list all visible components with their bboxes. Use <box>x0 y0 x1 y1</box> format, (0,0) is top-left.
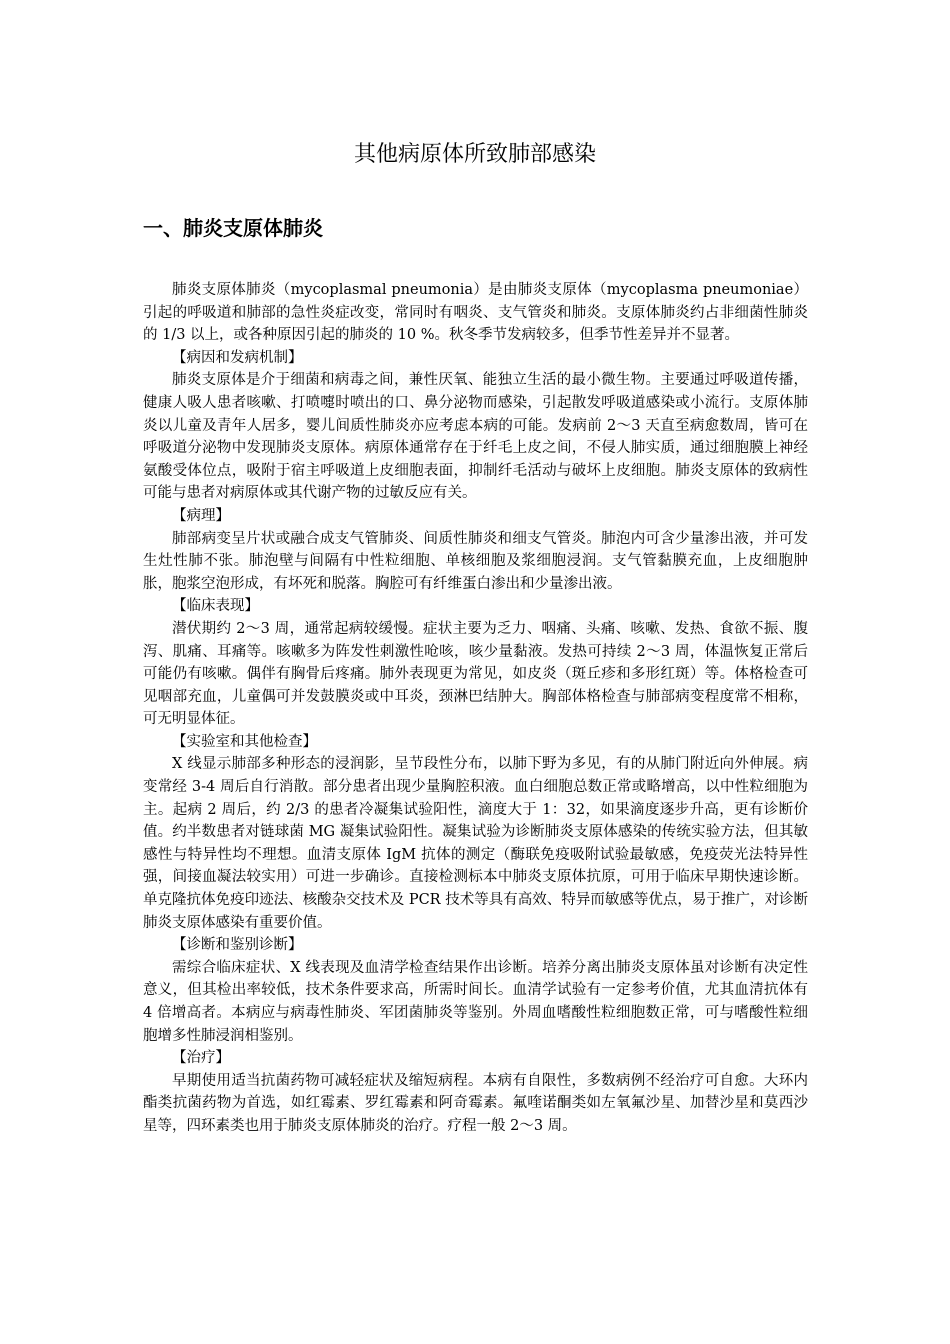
subsection-text-treatment: 早期使用适当抗菌药物可减轻症状及缩短病程。本病有自限性，多数病例不经治疗可自愈。大环内酯类抗菌药物为首选，如红霉素、罗红霉素和阿奇霉素。氟喹诺酮类如左氧氟沙星、加替沙星和莫西沙星等，四环素类也用于肺炎支原体肺炎的治疗。疗程一般 2～3 周。 <box>143 1072 808 1134</box>
subsection-heading-treatment: 【治疗】 <box>172 1050 230 1067</box>
section-heading: 一、肺炎支原体肺炎 <box>143 216 323 240</box>
subsection-heading-clinical: 【临床表现】 <box>172 598 259 615</box>
subsection-heading-etiology: 【病因和发病机制】 <box>172 349 303 366</box>
subsection-text-etiology: 肺炎支原体是介于细菌和病毒之间，兼性厌氧、能独立生活的最小微生物。主要通过呼吸道传播，健康人吸人患者咳嗽、打喷嚏时喷出的口、鼻分泌物而感染，引起散发呼吸道感染或小流行。支原体肺炎以儿童及青年人居多，婴儿间质性肺炎亦应考虑本病的可能。发病前 2～3 天直至病愈数周，皆可在呼吸道分泌物中发现肺炎支原体。病原体通常存在于纤毛上皮之间，不侵人肺实质，通过细胞膜上神经氨酸受体位点，吸附于宿主呼吸道上皮细胞表面，抑制纤毛活动与破坏上皮细胞。肺炎支原体的致病性可能与患者对病原体或其代谢产物的过敏反应有关。 <box>143 372 808 502</box>
subsection-text-diagnosis: 需综合临床症状、X 线表现及血清学检查结果作出诊断。培养分离出肺炎支原体虽对诊断有决定性意义，但其检出率较低，技术条件要求高，所需时间长。血清学试验有一定参考价值，尤其血清抗体有 4 倍增高者。本病应与病毒性肺炎、军团菌肺炎等鉴别。外周血嗜酸性粒细胞数正常，可与嗜酸性粒细胞增多性肺浸润相鉴别。 <box>143 959 808 1044</box>
subsection-text-pathology: 肺部病变呈片状或融合成支气管肺炎、间质性肺炎和细支气管炎。肺泡内可含少量渗出液，并可发生灶性肺不张。肺泡壁与间隔有中性粒细胞、单核细胞及浆细胞浸润。支气管黏膜充血，上皮细胞肿胀，胞浆空泡形成，有坏死和脱落。胸腔可有纤维蛋白渗出和少量渗出液。 <box>143 530 808 592</box>
document-body <box>143 279 808 1138</box>
document-title: 其他病原体所致肺部感染 <box>353 142 596 167</box>
intro-paragraph: 肺炎支原体肺炎（mycoplasmal pneumonia）是由肺炎支原体（mycoplasma pneumoniae）引起的呼吸道和肺部的急性炎症改变，常同时有咽炎、支气管炎和肺炎。支原体肺炎约占非细菌性肺炎的 1/3 以上，或各种原因引起的肺炎的 10 %。秋冬季节发病较多，但季节性差异并不显著。 <box>143 282 808 344</box>
subsection-heading-pathology: 【病理】 <box>172 507 230 524</box>
subsection-heading-diagnosis: 【诊断和鉴别诊断】 <box>172 937 303 954</box>
subsection-heading-lab: 【实验室和其他检查】 <box>172 733 317 750</box>
subsection-text-clinical: 潜伏期约 2～3 周，通常起病较缓慢。症状主要为乏力、咽痛、头痛、咳嗽、发热、食欲不振、腹泻、肌痛、耳痛等。咳嗽多为阵发性刺激性呛咳，咳少量黏液。发热可持续 2～3 周，体温恢复正常后可能仍有咳嗽。偶伴有胸骨后疼痛。肺外表现更为常见，如皮炎（斑丘疹和多形红斑）等。体格检查可见咽部充血，儿童偶可并发鼓膜炎或中耳炎，颈淋巴结肿大。胸部体格检查与肺部病变程度常不相称，可无明显体征。 <box>143 620 808 728</box>
subsection-text-lab: X 线显示肺部多种形态的浸润影，呈节段性分布，以肺下野为多见，有的从肺门附近向外伸展。病变常经 3-4 周后自行消散。部分患者出现少量胸腔积液。血白细胞总数正常或略增高，以中性粒细胞为主。起病 2 周后，约 2/3 的患者冷凝集试验阳性，滴度大于 1：32，如果滴度逐步升高，更有诊断价值。约半数患者对链球菌 MG 凝集试验阳性。凝集试验为诊断肺炎支原体感染的传统实验方法，但其敏感性与特异性均不理想。血清支原体 IgM 抗体的测定（酶联免疫吸附试验最敏感，免疫荧光法特异性强，间接血凝法较实用）可进一步确诊。直接检测标本中肺炎支原体抗原，可用于临床早期快速诊断。单克隆抗体免疫印迹法、核酸杂交技术及 PCR 技术等具有高效、特异而敏感等优点，易于推广，对诊断肺炎支原体感染有重要价值。 <box>143 756 808 931</box>
